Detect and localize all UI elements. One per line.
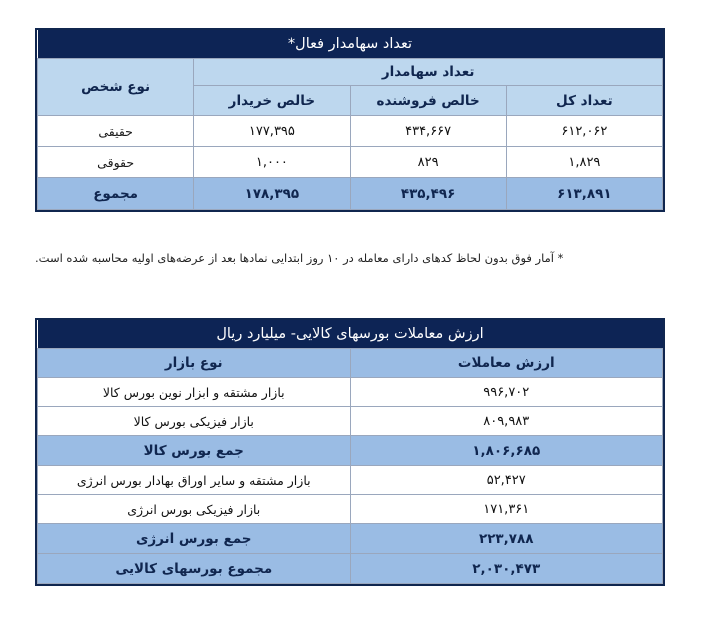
column-header-trade-value: ارزش معاملات: [350, 349, 663, 378]
table-subtotal-row: [38, 436, 663, 466]
cell-value-commodity-subtotal: ۱,۸۰۶,۶۸۵: [350, 436, 663, 466]
cell-total-hoghooghi: ۱,۸۲۹: [506, 147, 662, 178]
table-total-row: [38, 178, 663, 210]
cell-net-seller-haghighi: ۴۳۴,۶۶۷: [350, 116, 506, 147]
cell-market-grand-total: مجموع بورسهای کالایی: [38, 554, 351, 584]
row-label-sum: مجموع: [38, 178, 194, 210]
cell-value-derivative-energy: ۵۲,۴۲۷: [350, 466, 663, 495]
table-grand-total-row: [38, 554, 663, 584]
table-row: [38, 495, 663, 524]
table-row: [38, 116, 663, 147]
cell-market-commodity-subtotal: جمع بورس کالا: [38, 436, 351, 466]
table-title-row: [38, 30, 663, 59]
cell-net-seller-sum: ۴۳۵,۴۹۶: [350, 178, 506, 210]
commodity-exchange-value-table: [35, 318, 665, 586]
cell-value-energy-subtotal: ۲۲۳,۷۸۸: [350, 524, 663, 554]
row-label-haghighi: حقیقی: [38, 116, 194, 147]
cell-net-buyer-sum: ۱۷۸,۳۹۵: [194, 178, 350, 210]
table-row: [38, 407, 663, 436]
commodity-exchange-grid: [37, 320, 663, 584]
cell-market-derivative-energy: بازار مشتقه و سایر اوراق بهادار بورس انرژی: [38, 466, 351, 495]
active-shareholders-title: تعداد سهامدار فعال*: [38, 30, 663, 59]
cell-value-derivative-commodity: ۹۹۶,۷۰۲: [350, 378, 663, 407]
shareholder-count-group-header: تعداد سهامدار: [194, 59, 663, 86]
cell-value-physical-commodity: ۸۰۹,۹۸۳: [350, 407, 663, 436]
table-row: [38, 378, 663, 407]
table-subtotal-row: [38, 524, 663, 554]
active-shareholders-table: [35, 28, 665, 212]
table-row: [38, 466, 663, 495]
cell-net-buyer-hoghooghi: ۱,۰۰۰: [194, 147, 350, 178]
cell-total-haghighi: ۶۱۲,۰۶۲: [506, 116, 662, 147]
column-header-net-buyer: خالص خریدار: [194, 86, 350, 116]
table-row: [38, 147, 663, 178]
column-header-net-seller: خالص فروشنده: [350, 86, 506, 116]
cell-value-physical-energy: ۱۷۱,۳۶۱: [350, 495, 663, 524]
cell-net-buyer-haghighi: ۱۷۷,۳۹۵: [194, 116, 350, 147]
cell-market-physical-energy: بازار فیزیکی بورس انرژی: [38, 495, 351, 524]
cell-total-sum: ۶۱۳,۸۹۱: [506, 178, 662, 210]
row-label-hoghooghi: حقوقی: [38, 147, 194, 178]
cell-net-seller-hoghooghi: ۸۲۹: [350, 147, 506, 178]
table-title-row: [38, 320, 663, 349]
cell-market-derivative-commodity: بازار مشتقه و ابزار نوین بورس کالا: [38, 378, 351, 407]
table-header-group-row: [38, 59, 663, 86]
active-shareholders-grid: [37, 30, 663, 210]
footnote-text: * آمار فوق بدون لحاظ کدهای دارای معامله در ۱۰ روز ابتدایی نمادها بعد از عرضه‌های اولیه محاسبه شده است.: [35, 251, 564, 265]
commodity-exchange-title: ارزش معاملات بورسهای کالایی- میلیارد ریال: [38, 320, 663, 349]
column-header-market-type: نوع بازار: [38, 349, 351, 378]
cell-value-grand-total: ۲,۰۳۰,۴۷۳: [350, 554, 663, 584]
table-header-row: [38, 349, 663, 378]
cell-market-physical-commodity: بازار فیزیکی بورس کالا: [38, 407, 351, 436]
person-type-header: نوع شخص: [38, 59, 194, 116]
column-header-total: تعداد کل: [506, 86, 662, 116]
cell-market-energy-subtotal: جمع بورس انرژی: [38, 524, 351, 554]
